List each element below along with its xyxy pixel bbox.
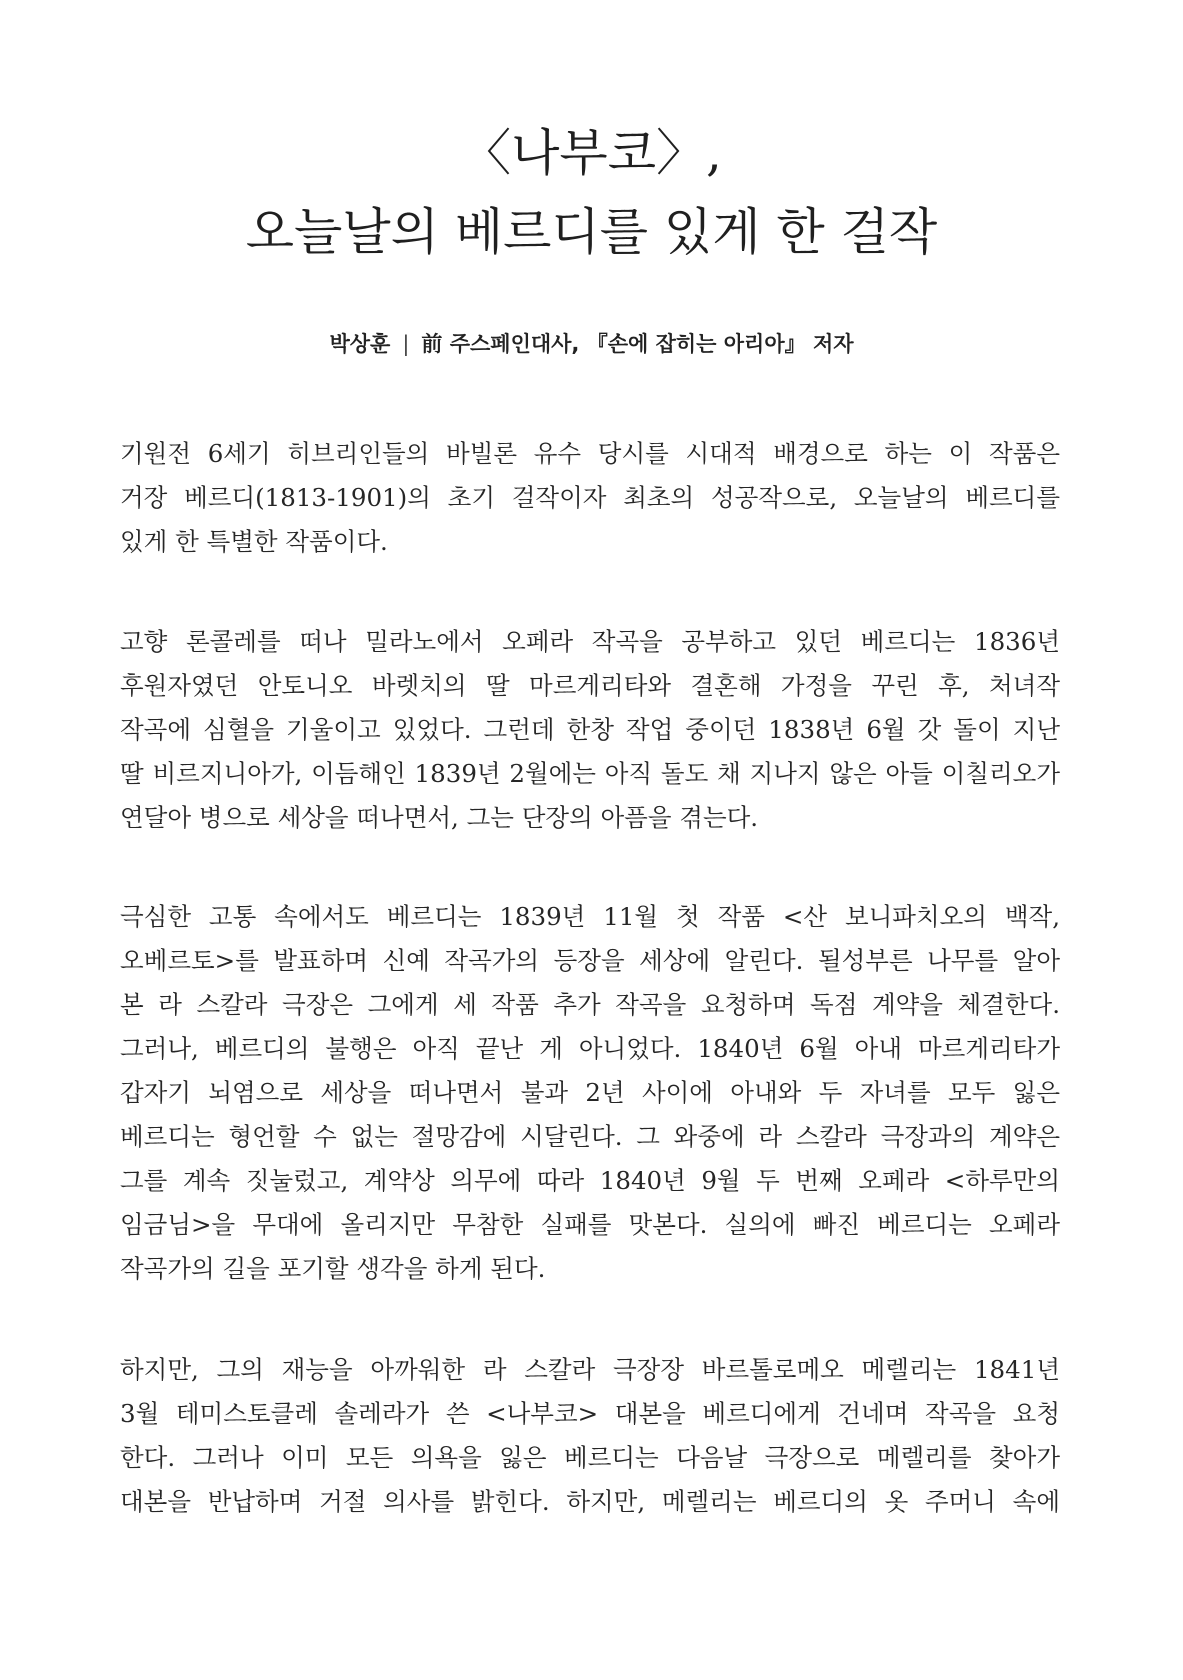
paragraph-line: 대본을 반납하며 거절 의사를 밝힌다. 하지만, 메렐리는 베르디의 옷 주머니 속에 <box>120 1487 1060 1516</box>
paragraph-line: 하지만, 그의 재능을 아까워한 라 스칼라 극장장 바르톨로메오 메렐리는 1841년 <box>120 1355 1060 1384</box>
paragraph-3 <box>120 895 1060 1291</box>
paragraph-line: 한다. 그러나 이미 모든 의욕을 잃은 베르디는 다음날 극장으로 메렐리를 찾아가 <box>120 1443 1060 1472</box>
paragraph-line: 있게 한 특별한 작품이다. <box>120 527 388 556</box>
paragraph-line: 후원자였던 안토니오 바렛치의 딸 마르게리타와 결혼해 가정을 꾸린 후, 처녀작 <box>120 671 1060 700</box>
paragraph-line: 3월 테미스토클레 솔레라가 쓴 <나부코> 대본을 베르디에게 건네며 작곡을 요청 <box>120 1399 1060 1428</box>
paragraph-1 <box>120 432 1060 564</box>
author-name: 박상훈 <box>329 332 391 356</box>
paragraph-line: 그러나, 베르디의 불행은 아직 끝난 게 아니었다. 1840년 6월 아내 마르게리타가 <box>120 1034 1060 1063</box>
author-description: 前 주스페인대사, 『손에 잡히는 아리아』 저자 <box>421 332 854 356</box>
title-line-1: 〈나부코〉, <box>461 124 722 182</box>
paragraph-line: 그를 계속 짓눌렀고, 계약상 의무에 따라 1840년 9월 두 번째 오페라 <하루만의 <box>120 1166 1061 1195</box>
paragraph-line: 연달아 병으로 세상을 떠나면서, 그는 단장의 아픔을 겪는다. <box>120 803 759 832</box>
paragraph-2 <box>120 620 1060 840</box>
paragraph-line: 극심한 고통 속에서도 베르디는 1839년 11월 첫 작품 <산 보니파치오의 백작, <box>120 902 1060 931</box>
paragraph-line: 임금님>을 무대에 올리지만 무참한 실패를 맛본다. 실의에 빠진 베르디는 오페라 <box>120 1210 1060 1239</box>
paragraph-line: 오베르토>를 발표하며 신예 작곡가의 등장을 세상에 알린다. 될성부른 나무를 알아 <box>120 946 1060 975</box>
paragraph-line: 기원전 6세기 히브리인들의 바빌론 유수 당시를 시대적 배경으로 하는 이 작품은 <box>120 439 1060 468</box>
paragraph-line: 딸 비르지니아가, 이듬해인 1839년 2월에는 아직 돌도 채 지나지 않은 아들 이칠리오가 <box>120 759 1060 788</box>
paragraph-line: 베르디는 형언할 수 없는 절망감에 시달린다. 그 와중에 라 스칼라 극장과의 계약은 <box>120 1122 1060 1151</box>
paragraph-line: 본 라 스칼라 극장은 그에게 세 작품 추가 작곡을 요청하며 독점 계약을 체결한다. <box>120 990 1060 1019</box>
paragraph-line: 고향 론콜레를 떠나 밀라노에서 오페라 작곡을 공부하고 있던 베르디는 1836년 <box>120 627 1060 656</box>
byline-separator: | <box>402 332 410 356</box>
paragraph-line: 작곡가의 길을 포기할 생각을 하게 된다. <box>120 1254 546 1283</box>
paragraph-line: 거장 베르디(1813-1901)의 초기 걸작이자 최초의 성공작으로, 오늘날의 베르디를 <box>120 483 1060 512</box>
title-line-2: 오늘날의 베르디를 있게 한 걸작 <box>245 203 938 261</box>
paragraph-line: 작곡에 심혈을 기울이고 있었다. 그런데 한창 작업 중이던 1838년 6월 갓 돌이 지난 <box>120 715 1060 744</box>
paragraph-line: 갑자기 뇌염으로 세상을 떠나면서 불과 2년 사이에 아내와 두 자녀를 모두 잃은 <box>120 1078 1060 1107</box>
paragraph-4 <box>120 1348 1060 1524</box>
byline <box>0 334 1183 355</box>
